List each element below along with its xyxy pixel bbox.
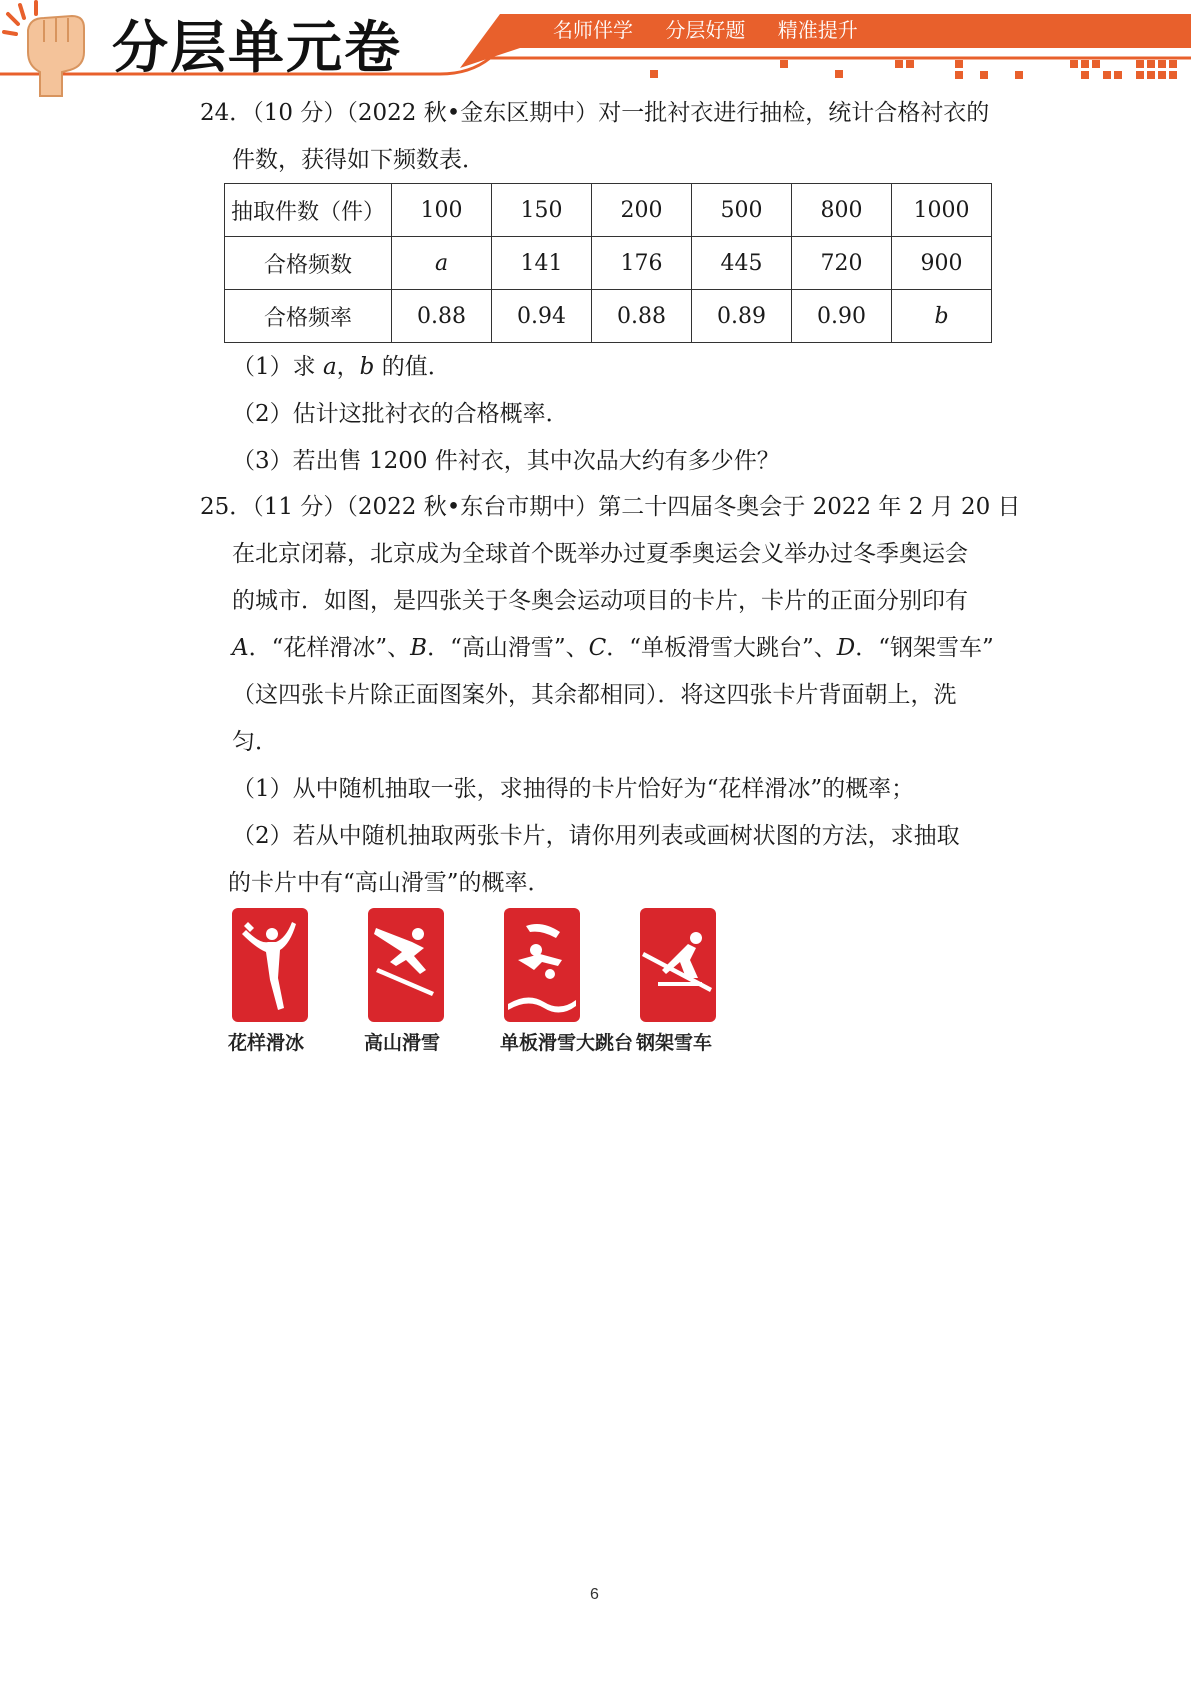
- table-cell: 176: [592, 237, 692, 290]
- header-slogans: [553, 14, 876, 43]
- card-skeleton: [636, 908, 716, 1054]
- table-cell: b: [892, 290, 992, 343]
- olympic-cards: [224, 908, 744, 1058]
- q24-line-2: 件数，获得如下频数表．: [232, 147, 485, 173]
- q25-sub-2b: 的卡片中有“高山滑雪”的概率．: [228, 870, 551, 896]
- card-caption: 花样滑冰: [228, 1032, 305, 1054]
- table-cell: 200: [592, 184, 692, 237]
- var-a: a: [322, 354, 337, 380]
- card-alpine-skiing: [364, 908, 444, 1054]
- table-cell: 900: [892, 237, 992, 290]
- table-cell: 0.88: [592, 290, 692, 343]
- fist-logo-icon: [4, 2, 84, 96]
- option-d-letter: D: [836, 635, 856, 661]
- page-number: 6: [590, 1586, 599, 1603]
- table-cell: 0.89: [692, 290, 792, 343]
- table-cell: 141: [492, 237, 592, 290]
- table-cell: 500: [692, 184, 792, 237]
- q24-sub-1-text: （1）求: [232, 354, 323, 380]
- figure-skating-icon: [232, 908, 308, 1022]
- q25-line-2: 在北京闭幕，北京成为全球首个既举办过夏季奥运会义举办过冬季奥运会: [232, 541, 968, 567]
- table-row: [225, 184, 992, 237]
- option-c-text: ．“单板滑雪大跳台”、: [606, 635, 837, 661]
- q24-sub-1-end: 的值．: [374, 354, 451, 380]
- card-caption: 钢架雪车: [636, 1032, 713, 1054]
- option-d-text: ．“钢架雪车”: [855, 635, 994, 661]
- alpine-skiing-icon: [368, 908, 444, 1022]
- skeleton-icon: [640, 908, 716, 1022]
- card-figure-skating: [228, 908, 308, 1054]
- table-cell: 100: [392, 184, 492, 237]
- option-c-letter: C: [588, 635, 607, 661]
- q24-line-1: 24．（10 分）（2022 秋•金东区期中）对一批衬衣进行抽检，统计合格衬衣的: [200, 100, 990, 126]
- table-cell: 0.90: [792, 290, 892, 343]
- table-cell: a: [392, 237, 492, 290]
- var-b: b: [359, 354, 375, 380]
- table-cell: 合格频率: [225, 290, 392, 343]
- slogan-1: 名师伴学: [553, 18, 633, 42]
- slogan-2: 分层好题: [665, 18, 746, 42]
- table-cell: 150: [492, 184, 592, 237]
- table-row: [225, 237, 992, 290]
- q25-sub-1: （1）从中随机抽取一张，求抽得的卡片恰好为“花样滑冰”的概率；: [232, 776, 915, 802]
- q24-sub-1-sep: ，: [336, 354, 360, 380]
- slogan-3: 精准提升: [777, 18, 858, 42]
- q25-line-6: 匀．: [232, 729, 278, 755]
- table-cell: 抽取件数（件）: [225, 184, 392, 237]
- snowboard-big-air-icon: [504, 908, 580, 1022]
- q25-line-1: 25．（11 分）（2022 秋•东台市期中）第二十四届冬奥会于 2022 年 2 月 20 日: [200, 494, 1021, 520]
- table-cell: 800: [792, 184, 892, 237]
- page-header: [0, 0, 1191, 100]
- table-cell: 合格频数: [225, 237, 392, 290]
- q24-sub-1: [232, 352, 451, 382]
- q24-sub-2: （2）估计这批衬衣的合格概率．: [232, 401, 569, 427]
- table-cell: 1000: [892, 184, 992, 237]
- q25-line-3: 的城市．如图，是四张关于冬奥会运动项目的卡片，卡片的正面分别印有: [232, 588, 968, 614]
- table-cell: 445: [692, 237, 792, 290]
- table-row: [225, 290, 992, 343]
- q25-sub-2a: （2）若从中随机抽取两张卡片，请你用列表或画树状图的方法，求抽取: [232, 823, 960, 849]
- option-b-letter: B: [410, 635, 428, 661]
- frequency-table: [224, 183, 992, 343]
- table-cell: 0.94: [492, 290, 592, 343]
- table-cell: 720: [792, 237, 892, 290]
- option-a-text: ．“花样滑冰”、: [248, 635, 411, 661]
- option-a-letter: A: [232, 635, 249, 661]
- q25-line-4: [232, 633, 994, 663]
- brand-title: 分层单元卷: [112, 16, 402, 81]
- q25-line-5: （这四张卡片除正面图案外，其余都相同）．将这四张卡片背面朝上，洗: [232, 682, 957, 708]
- option-b-text: ．“高山滑雪”、: [427, 635, 589, 661]
- card-snowboard-big-air: [500, 908, 634, 1054]
- q24-sub-3: （3）若出售 1200 件衬衣，其中次品大约有多少件？: [232, 448, 780, 474]
- card-caption: 单板滑雪大跳台: [500, 1032, 634, 1054]
- table-cell: 0.88: [392, 290, 492, 343]
- card-caption: 高山滑雪: [364, 1032, 441, 1054]
